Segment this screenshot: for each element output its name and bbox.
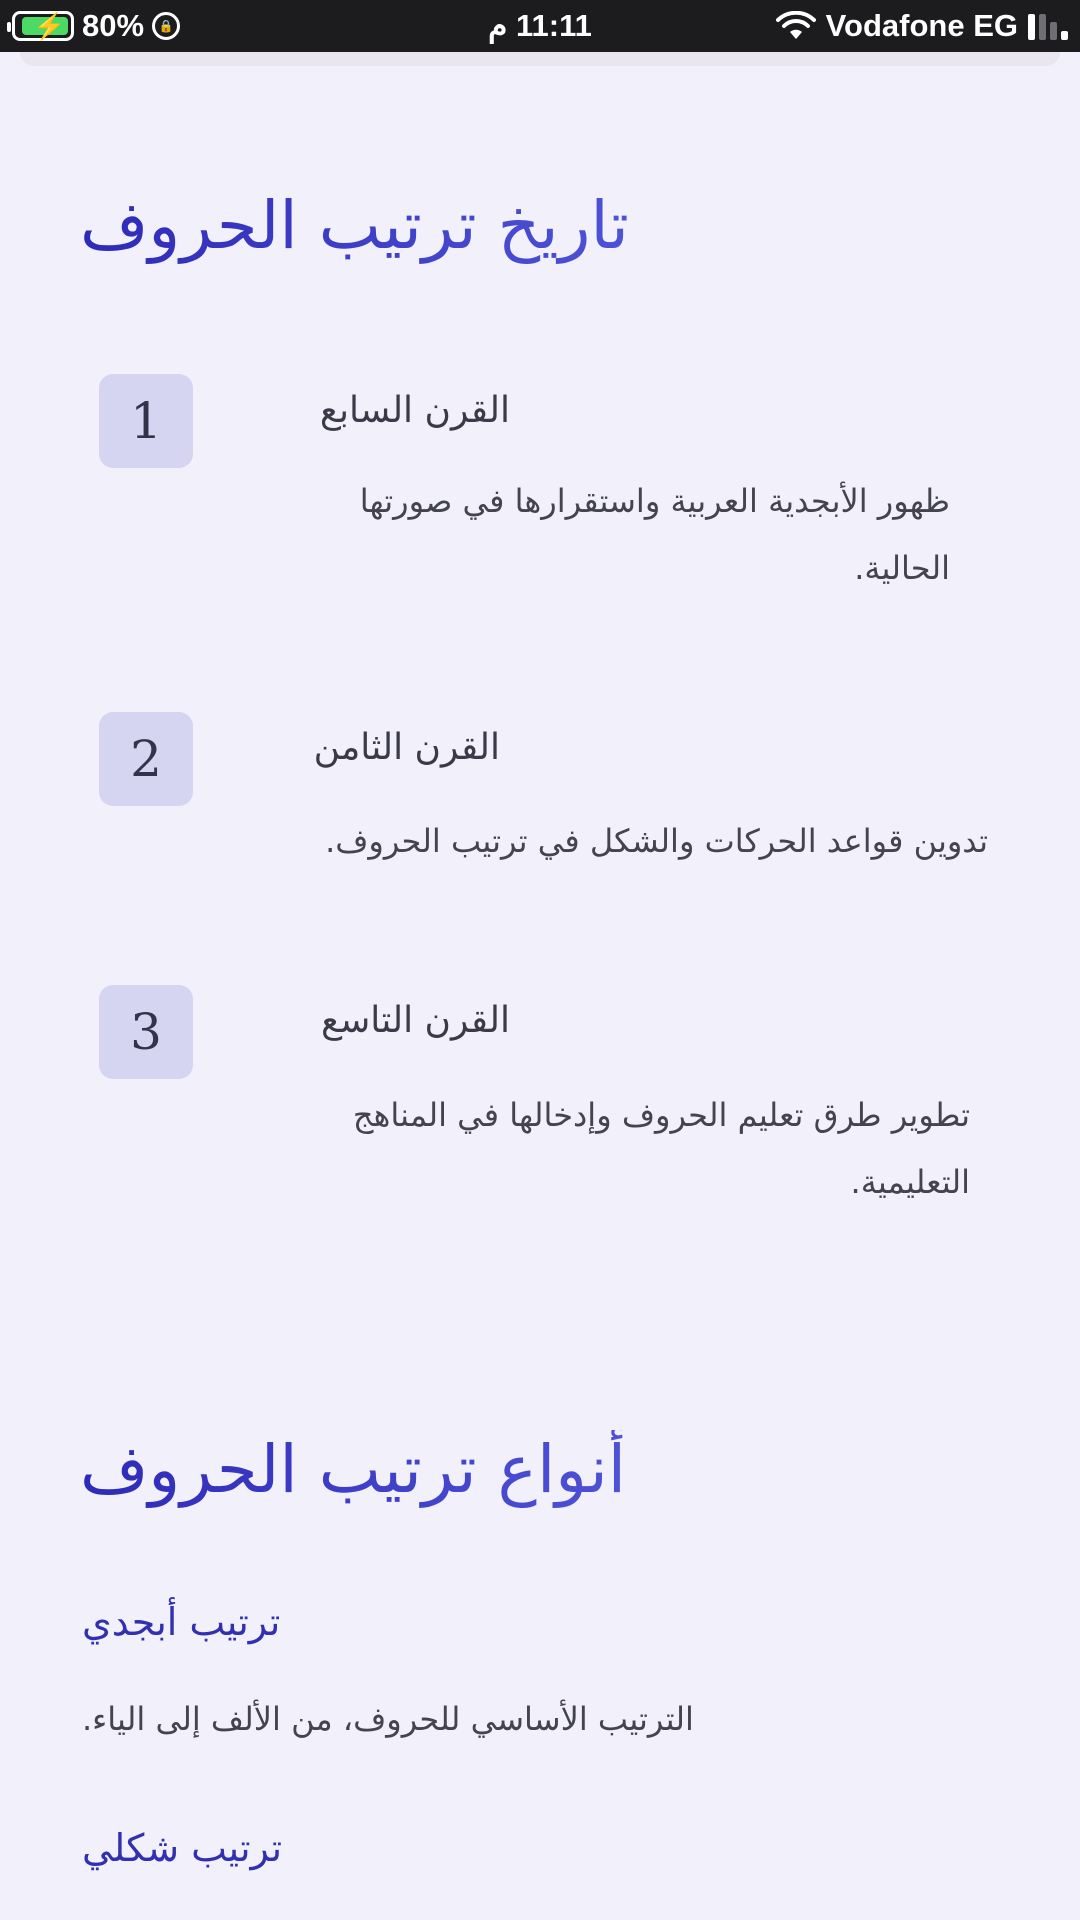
status-bar	[0, 0, 1080, 52]
history-item-3-number: 3	[99, 985, 193, 1079]
history-item-1-description: ظهور الأبجدية العربية واستقرارها في صورتها الحالية.	[359, 482, 950, 587]
types-item-1-title: ترتيب أبجدي	[82, 1600, 281, 1644]
types-heading: أنواع ترتيب الحروف	[80, 1431, 627, 1508]
signal-icon	[1028, 12, 1068, 40]
history-heading: تاريخ ترتيب الحروف	[80, 187, 629, 264]
top-sheet-edge	[20, 52, 1060, 66]
history-item-3-title: القرن التاسع	[320, 1000, 510, 1041]
status-right	[776, 0, 1068, 52]
status-left	[12, 0, 180, 52]
history-item-3-description: تطوير طرق تعليم الحروف وإدخالها في المناهج التعليمية.	[352, 1096, 970, 1201]
clock: 11:11 م	[488, 8, 592, 43]
types-item-2-title: ترتيب شكلي	[82, 1826, 283, 1870]
history-item-1-title: القرن السابع	[319, 390, 510, 431]
wifi-icon	[776, 11, 816, 41]
battery-percent: 80%	[82, 8, 145, 43]
history-item-2-title: القرن الثامن	[313, 727, 500, 768]
battery-icon: ⚡	[12, 11, 74, 41]
history-item-2-number: 2	[99, 712, 193, 806]
history-item-2-description: تدوين قواعد الحركات والشكل في ترتيب الحروف.	[325, 822, 988, 860]
history-item-1-number: 1	[99, 374, 193, 468]
rotation-lock-icon: 🔒	[152, 12, 180, 40]
carrier-name: Vodafone EG	[825, 8, 1018, 43]
types-item-1-description: الترتيب الأساسي للحروف، من الألف إلى الياء.	[82, 1700, 694, 1738]
